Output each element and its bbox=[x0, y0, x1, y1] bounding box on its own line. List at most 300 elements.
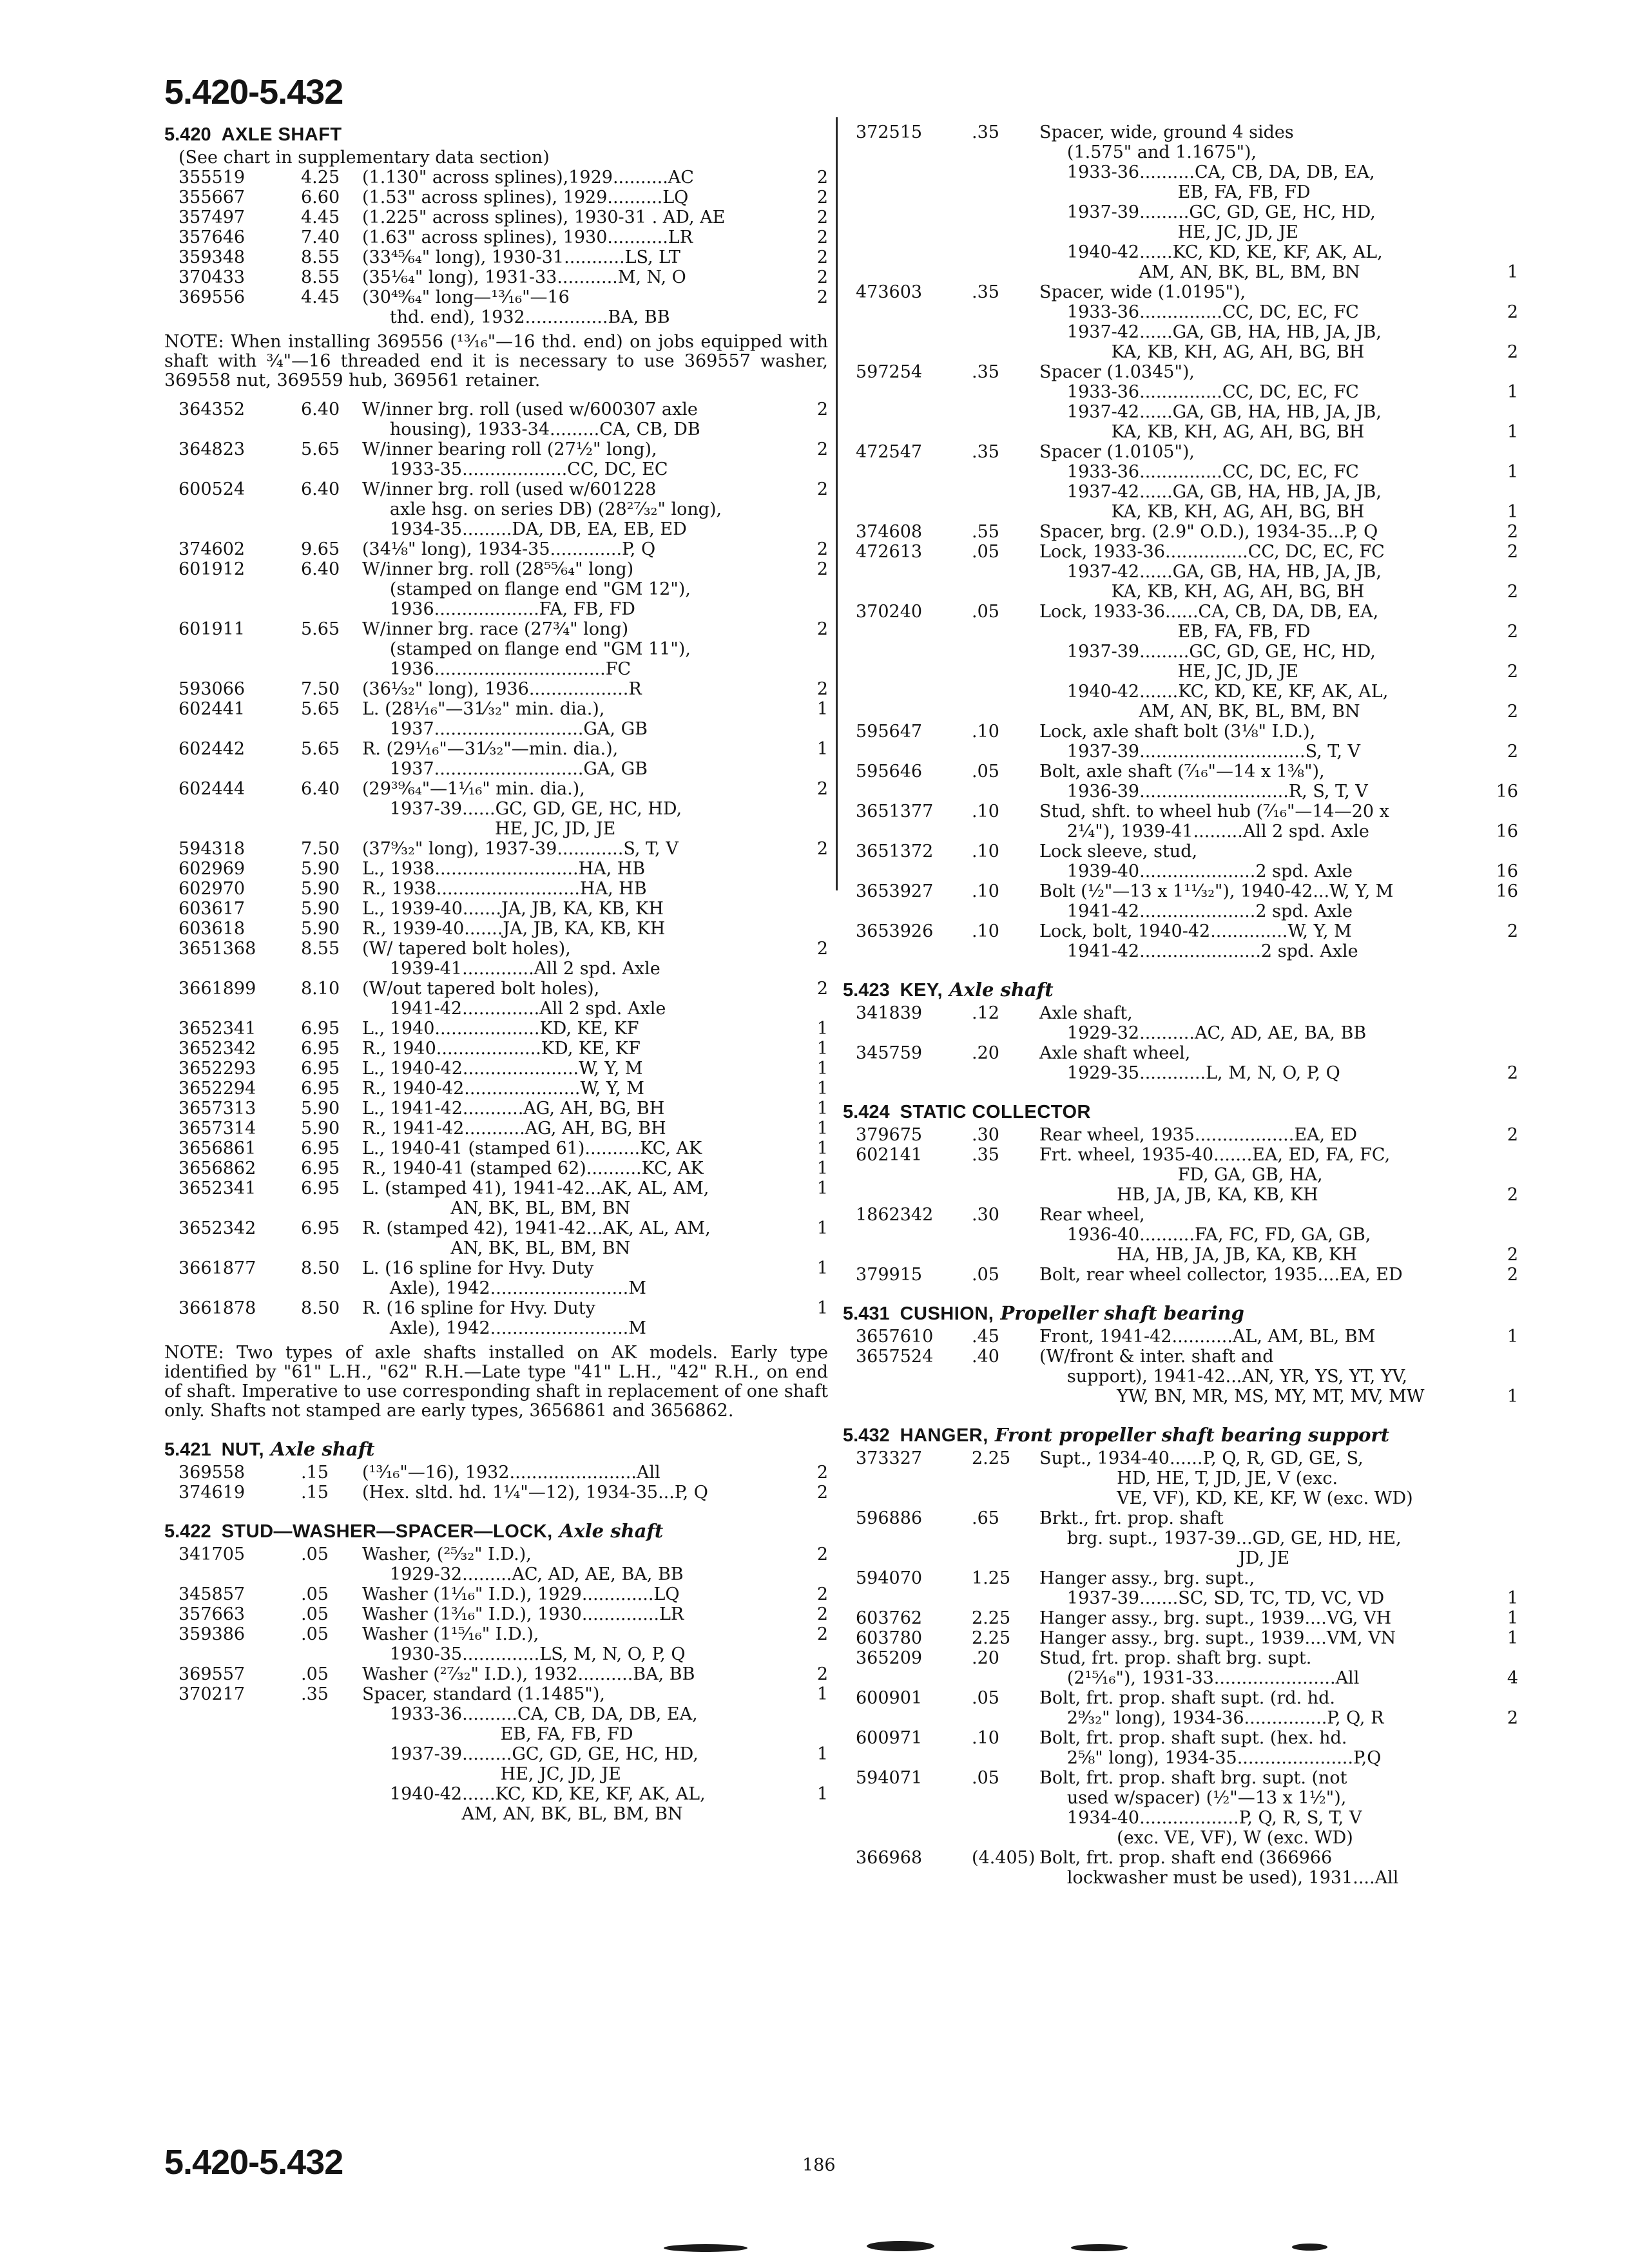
part-quantity: 1 bbox=[1507, 262, 1518, 282]
part-number: 379675 bbox=[856, 1125, 923, 1145]
part-number: 594070 bbox=[856, 1568, 923, 1588]
part-price: 7.50 bbox=[301, 839, 340, 859]
part-row bbox=[164, 1624, 828, 1664]
part-description: Spacer, standard (1.1485"), 1933-36..........CA, CB, DA, DB, EA, EB, FA, FB, FD 1937-39.........GC, GD, GE, HC, HD, HE, JC, JD, JE 1940-42......KC, KD, KE, KF, AK, AL, AM, AN, BK, BL, BM, BN bbox=[362, 1684, 706, 1824]
part-quantity: 1 bbox=[816, 699, 828, 719]
part-price: .20 bbox=[972, 1043, 999, 1063]
part-number: 603780 bbox=[856, 1628, 923, 1648]
part-quantity: 2 bbox=[816, 1664, 828, 1684]
parts-list bbox=[164, 1544, 828, 1824]
part-description: Front, 1941-42...........AL, AM, BL, BM bbox=[1039, 1327, 1376, 1347]
part-description: Lock, 1933-36......CA, CB, DA, DB, EA, EB, FA, FB, FD 1937-39.........GC, GD, GE, HC, HD, HE, JC, JD, JE 1940-42.......KC, KD, KE, KF, AK, AL, AM, AN, BK, BL, BM, BN bbox=[1039, 602, 1389, 722]
part-description: Stud, frt. prop. shaft brg. supt. (2¹⁵⁄₁₆"), 1931-33......................All bbox=[1039, 1648, 1360, 1688]
part-row bbox=[843, 1043, 1518, 1083]
part-row bbox=[843, 762, 1518, 802]
part-description: (W/front & inter. shaft and support), 1941-42...AN, YR, YS, YT, YV, YW, BN, MR, MS, MY, MT, MV, MW bbox=[1039, 1347, 1425, 1407]
part-description: L., 1938..........................HA, HB bbox=[362, 859, 646, 879]
part-price: .35 bbox=[972, 362, 999, 382]
part-row bbox=[164, 267, 828, 287]
part-quantity: 1 bbox=[816, 1258, 828, 1278]
part-quantity: 1 1 bbox=[1507, 382, 1518, 442]
part-price: .55 bbox=[972, 522, 999, 542]
section-heading bbox=[164, 1519, 828, 1543]
part-price: .10 bbox=[972, 841, 999, 861]
part-row bbox=[164, 919, 828, 939]
part-number: 370240 bbox=[856, 602, 923, 622]
part-number: 3657314 bbox=[178, 1119, 256, 1139]
part-description: W/inner brg. roll (used w/600307 axle housing), 1933-34.........CA, CB, DB bbox=[362, 399, 700, 439]
part-description: Lock, axle shaft bolt (3⅛" I.D.), 1937-39..............................S, T, V bbox=[1039, 722, 1360, 762]
part-number: 364823 bbox=[178, 439, 246, 459]
part-row bbox=[843, 1628, 1518, 1648]
part-row bbox=[164, 939, 828, 979]
section-title: KEY, bbox=[900, 980, 943, 1001]
part-price: 6.95 bbox=[301, 1059, 340, 1079]
part-description: Bolt, frt. prop. shaft supt. (hex. hd. 2⅝" long), 1934-35.....................P,Q bbox=[1039, 1728, 1382, 1768]
part-price: 5.90 bbox=[301, 1119, 340, 1139]
part-number: 355519 bbox=[178, 168, 246, 187]
part-number: 345857 bbox=[178, 1584, 246, 1604]
part-row bbox=[843, 1728, 1518, 1768]
part-number: 600901 bbox=[856, 1688, 923, 1708]
part-row bbox=[164, 1684, 828, 1824]
part-number: 374608 bbox=[856, 522, 923, 542]
part-row bbox=[164, 879, 828, 899]
part-number: 374619 bbox=[178, 1483, 246, 1503]
part-price: .30 bbox=[972, 1205, 999, 1225]
part-number: 365209 bbox=[856, 1648, 923, 1668]
part-description: R., 1938..........................HA, HB bbox=[362, 879, 647, 899]
scan-smudge bbox=[1071, 2244, 1128, 2251]
part-number: 3652342 bbox=[178, 1039, 256, 1059]
part-row bbox=[843, 841, 1518, 881]
part-price: (4.405) bbox=[972, 1848, 1036, 1868]
part-number: 597254 bbox=[856, 362, 923, 382]
part-quantity: 2 bbox=[816, 168, 828, 187]
part-quantity: 2 bbox=[816, 539, 828, 559]
section-heading bbox=[843, 1302, 1518, 1325]
part-number: 594318 bbox=[178, 839, 246, 859]
part-row bbox=[164, 1584, 828, 1604]
part-quantity: 1 1 1 bbox=[816, 1684, 828, 1804]
section-5-421 bbox=[164, 1437, 828, 1503]
part-quantity: 2 bbox=[816, 839, 828, 859]
part-number: 357663 bbox=[178, 1604, 246, 1624]
part-price: 6.40 bbox=[301, 479, 340, 499]
parts-list bbox=[164, 399, 828, 1338]
part-number: 3652341 bbox=[178, 1019, 256, 1039]
part-row bbox=[164, 1019, 828, 1039]
part-number: 341705 bbox=[178, 1544, 246, 1564]
section-5-423 bbox=[843, 978, 1518, 1083]
part-description: Spacer, wide, ground 4 sides (1.575" and 1.1675"), 1933-36..........CA, CB, DA, DB, EA, EB, FA, FB, FD 1937-39.........GC, GD, GE, HC, HD, HE, JC, JD, JE 1940-42......KC, KD, KE, KF, AK, AL, AM, AN, BK, BL, BM, BN bbox=[1039, 122, 1383, 282]
part-price: 9.65 bbox=[301, 539, 340, 559]
part-description: Washer (1¹⁵⁄₁₆" I.D.), 1930-35..............LS, M, N, O, P, Q bbox=[362, 1624, 686, 1664]
part-description: L., 1939-40.......JA, JB, KA, KB, KH bbox=[362, 899, 664, 919]
parts-list bbox=[843, 122, 1518, 961]
part-number: 3651372 bbox=[856, 841, 934, 861]
part-description: (35¹⁄₆₄" long), 1931-33...........M, N, O bbox=[362, 267, 686, 287]
part-row bbox=[843, 522, 1518, 542]
part-row bbox=[843, 1688, 1518, 1728]
part-row bbox=[164, 859, 828, 879]
part-quantity: 1 1 bbox=[1507, 462, 1518, 522]
part-row bbox=[164, 168, 828, 187]
part-price: 6.95 bbox=[301, 1139, 340, 1158]
part-number: 603762 bbox=[856, 1608, 923, 1628]
section-5-422 bbox=[164, 1519, 828, 1824]
part-row bbox=[164, 399, 828, 439]
part-row bbox=[164, 1483, 828, 1503]
part-price: .20 bbox=[972, 1648, 999, 1668]
part-price: .45 bbox=[972, 1327, 999, 1347]
part-description: (1.63" across splines), 1930...........LR bbox=[362, 227, 693, 247]
part-quantity: 2 bbox=[816, 939, 828, 959]
part-row bbox=[843, 1003, 1518, 1043]
right-column bbox=[843, 122, 1518, 1905]
part-price: 2.25 bbox=[972, 1628, 1011, 1648]
part-row bbox=[164, 1039, 828, 1059]
part-price: .35 bbox=[972, 1145, 999, 1165]
part-number: 3657313 bbox=[178, 1099, 256, 1119]
part-price: 6.95 bbox=[301, 1079, 340, 1099]
part-quantity: 2 bbox=[1507, 1245, 1518, 1265]
part-price: .10 bbox=[972, 802, 999, 822]
part-quantity: 2 bbox=[1507, 742, 1518, 762]
part-row bbox=[164, 479, 828, 539]
part-description: (1.53" across splines), 1929..........LQ bbox=[362, 187, 689, 207]
part-number: 3652293 bbox=[178, 1059, 256, 1079]
section-heading bbox=[843, 1100, 1518, 1124]
part-description: Bolt, frt. prop. shaft supt. (rd. hd. 2⁹⁄₃₂" long), 1934-36...............P, Q, R bbox=[1039, 1688, 1384, 1728]
part-number: 3656862 bbox=[178, 1158, 256, 1178]
part-quantity: 16 bbox=[1496, 881, 1518, 901]
part-number: 3656861 bbox=[178, 1139, 256, 1158]
section-title: NUT, bbox=[221, 1439, 265, 1460]
part-row bbox=[164, 899, 828, 919]
part-price: .05 bbox=[972, 602, 999, 622]
part-quantity: 1 bbox=[816, 1119, 828, 1139]
part-price: 8.50 bbox=[301, 1298, 340, 1318]
part-number: 595647 bbox=[856, 722, 923, 742]
part-description: (1.225" across splines), 1930-31 . AD, AE bbox=[362, 207, 726, 227]
section-number: 5.431 bbox=[843, 1303, 890, 1324]
parts-list bbox=[843, 1448, 1518, 1888]
part-row bbox=[164, 287, 828, 327]
parts-list bbox=[164, 168, 828, 327]
part-row bbox=[843, 1848, 1518, 1888]
part-quantity: 2 bbox=[816, 207, 828, 227]
part-row bbox=[843, 1327, 1518, 1347]
part-row bbox=[843, 1648, 1518, 1688]
part-description: Hanger assy., brg. supt., 1939....VM, VN bbox=[1039, 1628, 1396, 1648]
part-description: (29³⁹⁄₆₄"—1¹⁄₁₆" min. dia.), 1937-39......GC, GD, GE, HC, HD, HE, JC, JD, JE bbox=[362, 779, 682, 839]
part-quantity: 2 bbox=[816, 399, 828, 419]
part-price: .10 bbox=[972, 881, 999, 901]
part-quantity: 2 bbox=[816, 439, 828, 459]
part-description: W/inner brg. roll (used w/601228 axle hsg. on series DB) (28²⁷⁄₃₂" long), 1934-35.........DA, DB, EA, EB, ED bbox=[362, 479, 722, 539]
part-description: (1.130" across splines),1929..........AC bbox=[362, 168, 694, 187]
parts-list bbox=[843, 1327, 1518, 1407]
part-row bbox=[164, 439, 828, 479]
section-title: AXLE SHAFT bbox=[221, 124, 342, 145]
part-price: 6.40 bbox=[301, 779, 340, 799]
part-description: Brkt., frt. prop. shaft brg. supt., 1937-39...GD, GE, HD, HE, JD, JE bbox=[1039, 1508, 1402, 1568]
part-description: (W/out tapered bolt holes), 1941-42..............All 2 spd. Axle bbox=[362, 979, 666, 1019]
part-number: 369558 bbox=[178, 1463, 246, 1483]
part-number: 602969 bbox=[178, 859, 246, 879]
part-quantity: 2 bbox=[816, 267, 828, 287]
section-5-422-continued bbox=[843, 122, 1518, 961]
part-number: 595646 bbox=[856, 762, 923, 782]
part-price: .30 bbox=[972, 1125, 999, 1145]
part-price: 6.95 bbox=[301, 1218, 340, 1238]
section-number: 5.422 bbox=[164, 1521, 211, 1542]
part-description: L., 1940...................KD, KE, KF bbox=[362, 1019, 639, 1039]
part-price: 2.25 bbox=[972, 1608, 1011, 1628]
part-description: R., 1940-41 (stamped 62)..........KC, AK bbox=[362, 1158, 704, 1178]
part-quantity: 1 bbox=[816, 1218, 828, 1238]
part-number: 3661877 bbox=[178, 1258, 256, 1278]
section-5-431 bbox=[843, 1302, 1518, 1407]
part-row bbox=[843, 1508, 1518, 1568]
part-number: 357497 bbox=[178, 207, 246, 227]
part-quantity: 2 bbox=[1507, 1185, 1518, 1205]
part-row bbox=[843, 1768, 1518, 1848]
part-row bbox=[164, 1463, 828, 1483]
part-description: Lock, 1933-36...............CC, DC, EC, FC 1937-42......GA, GB, HA, HB, JA, JB, KA, KB, KH, AG, AH, BG, BH bbox=[1039, 542, 1385, 602]
part-quantity: 1 bbox=[816, 1158, 828, 1178]
part-number: 594071 bbox=[856, 1768, 923, 1788]
part-description: Stud, shft. to wheel hub (⁷⁄₁₆"—14—20 x 2¼"), 1939-41.........All 2 spd. Axle bbox=[1039, 802, 1389, 841]
part-description: L. (stamped 41), 1941-42...AK, AL, AM, AN, BK, BL, BM, BN bbox=[362, 1178, 709, 1218]
part-number: 3652341 bbox=[178, 1178, 256, 1198]
part-quantity: 2 bbox=[816, 1624, 828, 1644]
section-5-420 bbox=[164, 122, 828, 1421]
part-quantity: 16 bbox=[1496, 782, 1518, 802]
left-column bbox=[164, 122, 828, 1841]
part-number: 3652342 bbox=[178, 1218, 256, 1238]
part-description: Washer (1¹⁄₁₆" I.D.), 1929.............LQ bbox=[362, 1584, 680, 1604]
part-quantity: 2 bbox=[816, 1584, 828, 1604]
part-price: 5.65 bbox=[301, 619, 340, 639]
part-row bbox=[164, 619, 828, 679]
part-price: .05 bbox=[301, 1624, 329, 1644]
part-number: 3661899 bbox=[178, 979, 256, 999]
part-row bbox=[164, 539, 828, 559]
section-number: 5.424 bbox=[843, 1102, 890, 1122]
part-price: 6.95 bbox=[301, 1158, 340, 1178]
part-number: 600524 bbox=[178, 479, 246, 499]
part-number: 603617 bbox=[178, 899, 246, 919]
part-row bbox=[164, 1139, 828, 1158]
part-quantity: 1 bbox=[1507, 1608, 1518, 1628]
part-price: 7.50 bbox=[301, 679, 340, 699]
part-number: 359348 bbox=[178, 247, 246, 267]
part-price: 7.40 bbox=[301, 227, 340, 247]
part-row bbox=[164, 559, 828, 619]
parts-list bbox=[843, 1125, 1518, 1285]
chart-reference-note: (See chart in supplementary data section) bbox=[178, 148, 550, 168]
part-quantity: 2 bbox=[1507, 1125, 1518, 1145]
part-row bbox=[164, 779, 828, 839]
part-price: 5.90 bbox=[301, 879, 340, 899]
part-price: 5.90 bbox=[301, 859, 340, 879]
part-quantity: 1 bbox=[1507, 1628, 1518, 1648]
part-row bbox=[164, 1119, 828, 1139]
part-price: 4.45 bbox=[301, 287, 340, 307]
part-price: 6.40 bbox=[301, 399, 340, 419]
part-price: .05 bbox=[301, 1604, 329, 1624]
part-price: 8.55 bbox=[301, 939, 340, 959]
part-price: 6.40 bbox=[301, 559, 340, 579]
page-footer-title: 5.420-5.432 bbox=[164, 2143, 343, 2182]
part-row bbox=[164, 227, 828, 247]
part-quantity: 1 bbox=[816, 1139, 828, 1158]
part-description: Rear wheel, 1936-40..........FA, FC, FD, GA, GB, HA, HB, JA, JB, KA, KB, KH bbox=[1039, 1205, 1371, 1265]
part-number: 3657610 bbox=[856, 1327, 934, 1347]
part-number: 370433 bbox=[178, 267, 246, 287]
section-subtitle: Axle shaft bbox=[271, 1438, 375, 1460]
part-number: 602444 bbox=[178, 779, 246, 799]
part-quantity: 4 bbox=[1507, 1668, 1518, 1688]
part-quantity: 16 bbox=[1496, 861, 1518, 881]
part-number: 601912 bbox=[178, 559, 246, 579]
part-number: 370217 bbox=[178, 1684, 246, 1704]
part-number: 374602 bbox=[178, 539, 246, 559]
parts-list bbox=[164, 1463, 828, 1503]
part-number: 3651368 bbox=[178, 939, 256, 959]
part-quantity: 1 bbox=[816, 1298, 828, 1318]
column-divider bbox=[836, 117, 838, 890]
part-quantity: 2 bbox=[816, 979, 828, 999]
section-heading bbox=[164, 122, 828, 146]
part-quantity: 1 bbox=[816, 1178, 828, 1198]
part-quantity: 2 2 bbox=[1507, 542, 1518, 602]
part-row bbox=[164, 839, 828, 859]
part-number: 345759 bbox=[856, 1043, 923, 1063]
part-description: (36¹⁄₃₂" long), 1936..................R bbox=[362, 679, 642, 699]
part-quantity: 2 bbox=[1507, 1708, 1518, 1728]
parts-list bbox=[843, 1003, 1518, 1083]
part-quantity: 2 bbox=[816, 1483, 828, 1503]
section-number: 5.423 bbox=[843, 980, 890, 1001]
part-price: .05 bbox=[972, 1265, 999, 1285]
part-quantity: 2 bbox=[816, 247, 828, 267]
part-number: 472547 bbox=[856, 442, 923, 462]
part-description: L., 1940-42.....................W, Y, M bbox=[362, 1059, 643, 1079]
part-description: (33⁴⁵⁄₆₄" long), 1930-31...........LS, LT bbox=[362, 247, 680, 267]
part-quantity: 2 2 bbox=[1507, 302, 1518, 362]
part-row bbox=[843, 282, 1518, 362]
part-quantity: 2 bbox=[816, 619, 828, 639]
part-row bbox=[843, 122, 1518, 282]
part-row bbox=[843, 1145, 1518, 1205]
part-description: L., 1941-42...........AG, AH, BG, BH bbox=[362, 1099, 665, 1119]
part-number: 603618 bbox=[178, 919, 246, 939]
part-quantity: 2 bbox=[816, 187, 828, 207]
part-number: 364352 bbox=[178, 399, 246, 419]
part-row bbox=[164, 1158, 828, 1178]
part-number: 3653927 bbox=[856, 881, 934, 901]
part-description: R. (stamped 42), 1941-42...AK, AL, AM, AN, BK, BL, BM, BN bbox=[362, 1218, 711, 1258]
section-subtitle: Front propeller shaft bearing support bbox=[994, 1424, 1390, 1446]
part-description: (30⁴⁹⁄₆₄" long—¹³⁄₁₆"—16 thd. end), 1932...............BA, BB bbox=[362, 287, 670, 327]
part-description: R., 1941-42...........AG, AH, BG, BH bbox=[362, 1119, 666, 1139]
part-price: 6.95 bbox=[301, 1019, 340, 1039]
installation-note: NOTE: When installing 369556 (¹³⁄₁₆"—16 thd. end) on jobs equipped with shaft with ¾"—16 threaded end it is necessary to use 369557 washer, 369558 nut, 369559 hub, 369561 retainer. bbox=[164, 332, 828, 390]
section-heading bbox=[843, 1423, 1518, 1447]
part-number: 3661878 bbox=[178, 1298, 256, 1318]
part-number: 373327 bbox=[856, 1448, 923, 1468]
section-number: 5.432 bbox=[843, 1425, 890, 1446]
part-quantity: 2 2 2 bbox=[1507, 622, 1518, 722]
section-number: 5.421 bbox=[164, 1439, 211, 1460]
part-number: 1862342 bbox=[856, 1205, 934, 1225]
part-price: .10 bbox=[972, 722, 999, 742]
page-header-title: 5.420-5.432 bbox=[164, 73, 343, 111]
part-description: Rear wheel, 1935..................EA, ED bbox=[1039, 1125, 1358, 1145]
part-description: Bolt, frt. prop. shaft end (366966 lockwasher must be used), 1931....All bbox=[1039, 1848, 1399, 1888]
part-description: W/inner brg. race (27¾" long) (stamped on flange end "GM 11"), 1936...............................FC bbox=[362, 619, 691, 679]
part-description: Spacer (1.0105"), 1933-36...............CC, DC, EC, FC 1937-42......GA, GB, HA, HB, JA, JB, KA, KB, KH, AG, AH, BG, BH bbox=[1039, 442, 1382, 522]
part-description: Axle shaft wheel, 1929-35............L, M, N, O, P, Q bbox=[1039, 1043, 1340, 1083]
part-row bbox=[164, 1298, 828, 1338]
part-price: .35 bbox=[972, 442, 999, 462]
part-row bbox=[164, 1218, 828, 1258]
part-description: R., 1939-40.......JA, JB, KA, KB, KH bbox=[362, 919, 666, 939]
part-number: 473603 bbox=[856, 282, 923, 302]
part-number: 602442 bbox=[178, 739, 246, 759]
part-description: (37⁹⁄₃₂" long), 1937-39............S, T, V bbox=[362, 839, 679, 859]
part-row bbox=[843, 1125, 1518, 1145]
part-row bbox=[164, 699, 828, 739]
page-number: 186 bbox=[802, 2155, 836, 2175]
part-price: 6.95 bbox=[301, 1039, 340, 1059]
part-description: Washer (²⁷⁄₃₂" I.D.), 1932..........BA, BB bbox=[362, 1664, 695, 1684]
part-description: Spacer, wide (1.0195"), 1933-36...............CC, DC, EC, FC 1937-42......GA, GB, HA, HB, JA, JB, KA, KB, KH, AG, AH, BG, BH bbox=[1039, 282, 1382, 362]
part-description: Frt. wheel, 1935-40.......EA, ED, FA, FC, FD, GA, GB, HA, HB, JA, JB, KA, KB, KH bbox=[1039, 1145, 1391, 1205]
part-number: 366968 bbox=[856, 1848, 923, 1868]
part-description: R. (29¹⁄₁₆"—31⁄₃₂"—min. dia.), 1937...........................GA, GB bbox=[362, 739, 648, 779]
part-quantity: 2 bbox=[816, 779, 828, 799]
part-description: L. (16 spline for Hvy. Duty Axle), 1942.........................M bbox=[362, 1258, 646, 1298]
part-description: L., 1940-41 (stamped 61)..........KC, AK bbox=[362, 1139, 702, 1158]
part-price: 8.55 bbox=[301, 247, 340, 267]
part-description: Bolt, frt. prop. shaft brg. supt. (not used w/spacer) (½"—13 x 1½"), 1934-40..................P, Q, R, S, T, V (exc. VE, VF), W (exc. WD) bbox=[1039, 1768, 1362, 1848]
part-row bbox=[164, 187, 828, 207]
part-description: Hanger assy., brg. supt., 1939....VG, VH bbox=[1039, 1608, 1392, 1628]
section-subtitle: Axle shaft bbox=[559, 1520, 664, 1542]
part-row bbox=[164, 1178, 828, 1218]
part-number: 379915 bbox=[856, 1265, 923, 1285]
part-description: Spacer (1.0345"), 1933-36...............CC, DC, EC, FC 1937-42......GA, GB, HA, HB, JA, JB, KA, KB, KH, AG, AH, BG, BH bbox=[1039, 362, 1382, 442]
part-quantity: 1 bbox=[1507, 1327, 1518, 1347]
part-price: 8.55 bbox=[301, 267, 340, 287]
part-row bbox=[843, 602, 1518, 722]
axle-type-note: NOTE: Two types of axle shafts installed on AK models. Early type identified by "61" L.H., "62" R.H.—Late type "41" L.H., "42" R.H., on end of shaft. Imperative to use corresponding shaft in replacement of one shaft only. Shafts not stamped are early types, 3656861 and 3656862. bbox=[164, 1343, 828, 1421]
part-row bbox=[164, 679, 828, 699]
part-quantity: 2 bbox=[816, 479, 828, 499]
part-row bbox=[843, 881, 1518, 921]
part-description: Bolt, axle shaft (⁷⁄₁₆"—14 x 1⅜"), 1936-39...........................R, S, T, V bbox=[1039, 762, 1368, 802]
part-price: 5.90 bbox=[301, 1099, 340, 1119]
part-price: 4.45 bbox=[301, 207, 340, 227]
part-number: 602441 bbox=[178, 699, 246, 719]
part-number: 601911 bbox=[178, 619, 246, 639]
part-description: Spacer, brg. (2.9" O.D.), 1934-35...P, Q bbox=[1039, 522, 1378, 542]
part-price: 5.65 bbox=[301, 439, 340, 459]
